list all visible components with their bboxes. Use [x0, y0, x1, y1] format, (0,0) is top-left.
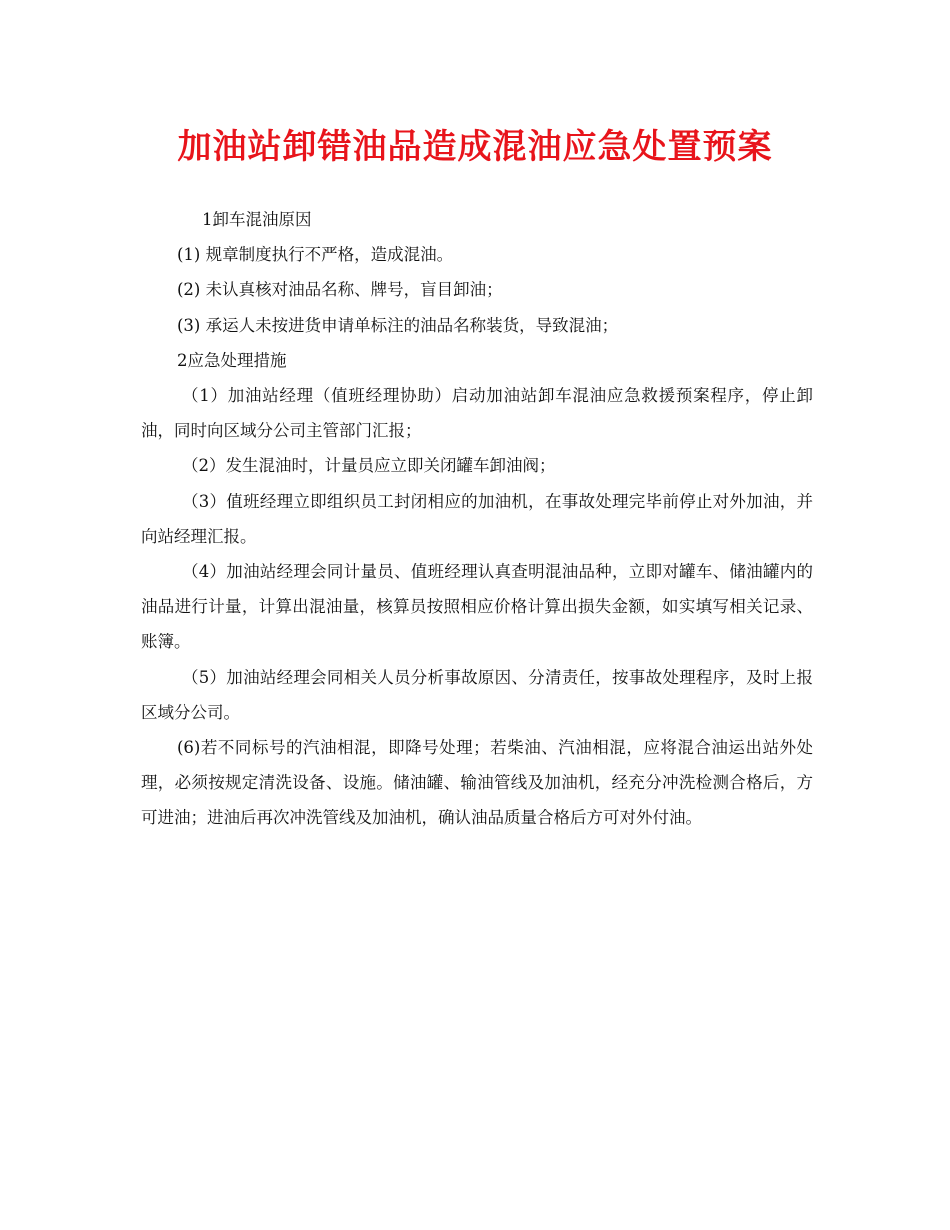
- section-1-item: (1) 规章制度执行不严格，造成混油。: [177, 245, 454, 265]
- section-2-paragraph: （1）加油站经理（值班经理协助）启动加油站卸车混油应急救援预案程序，停止卸油，同时向区域分公司主管部门汇报；: [141, 386, 813, 441]
- section-2-paragraph: （5）加油站经理会同相关人员分析事故原因、分清责任，按事故处理程序，及时上报区域分公司。: [141, 667, 813, 722]
- section-2-paragraph: (6)若不同标号的汽油相混，即降号处理；若柴油、汽油相混，应将混合油运出站外处理，必须按规定清洗设备、设施。储油罐、输油管线及加油机，经充分冲洗检测合格后，方可进油；进油后再次冲洗管线及加油机，确认油品质量合格后方可对外付油。: [141, 738, 813, 828]
- document-title: 加油站卸错油品造成混油应急处置预案: [177, 127, 773, 167]
- section-1-item: (3) 承运人未按进货申请单标注的油品名称装货，导致混油；: [177, 315, 619, 335]
- section-2-paragraph: （2）发生混油时，计量员应立即关闭罐车卸油阀；: [182, 456, 556, 476]
- section-1-item: (2) 未认真核对油品名称、牌号，盲目卸油；: [177, 280, 503, 300]
- section-2-paragraph: （3）值班经理立即组织员工封闭相应的加油机，在事故处理完毕前停止对外加油，并向站经理汇报。: [141, 491, 813, 546]
- section-1-heading: 1卸车混油原因: [202, 210, 312, 229]
- section-2-paragraph: （4）加油站经理会同计量员、值班经理认真查明混油品种，立即对罐车、储油罐内的油品进行计量，计算出混油量，核算员按照相应价格计算出损失金额，如实填写相关记录、账簿。: [141, 562, 813, 652]
- document-body: [141, 202, 813, 836]
- section-2-heading: 2应急处理措施: [177, 350, 287, 370]
